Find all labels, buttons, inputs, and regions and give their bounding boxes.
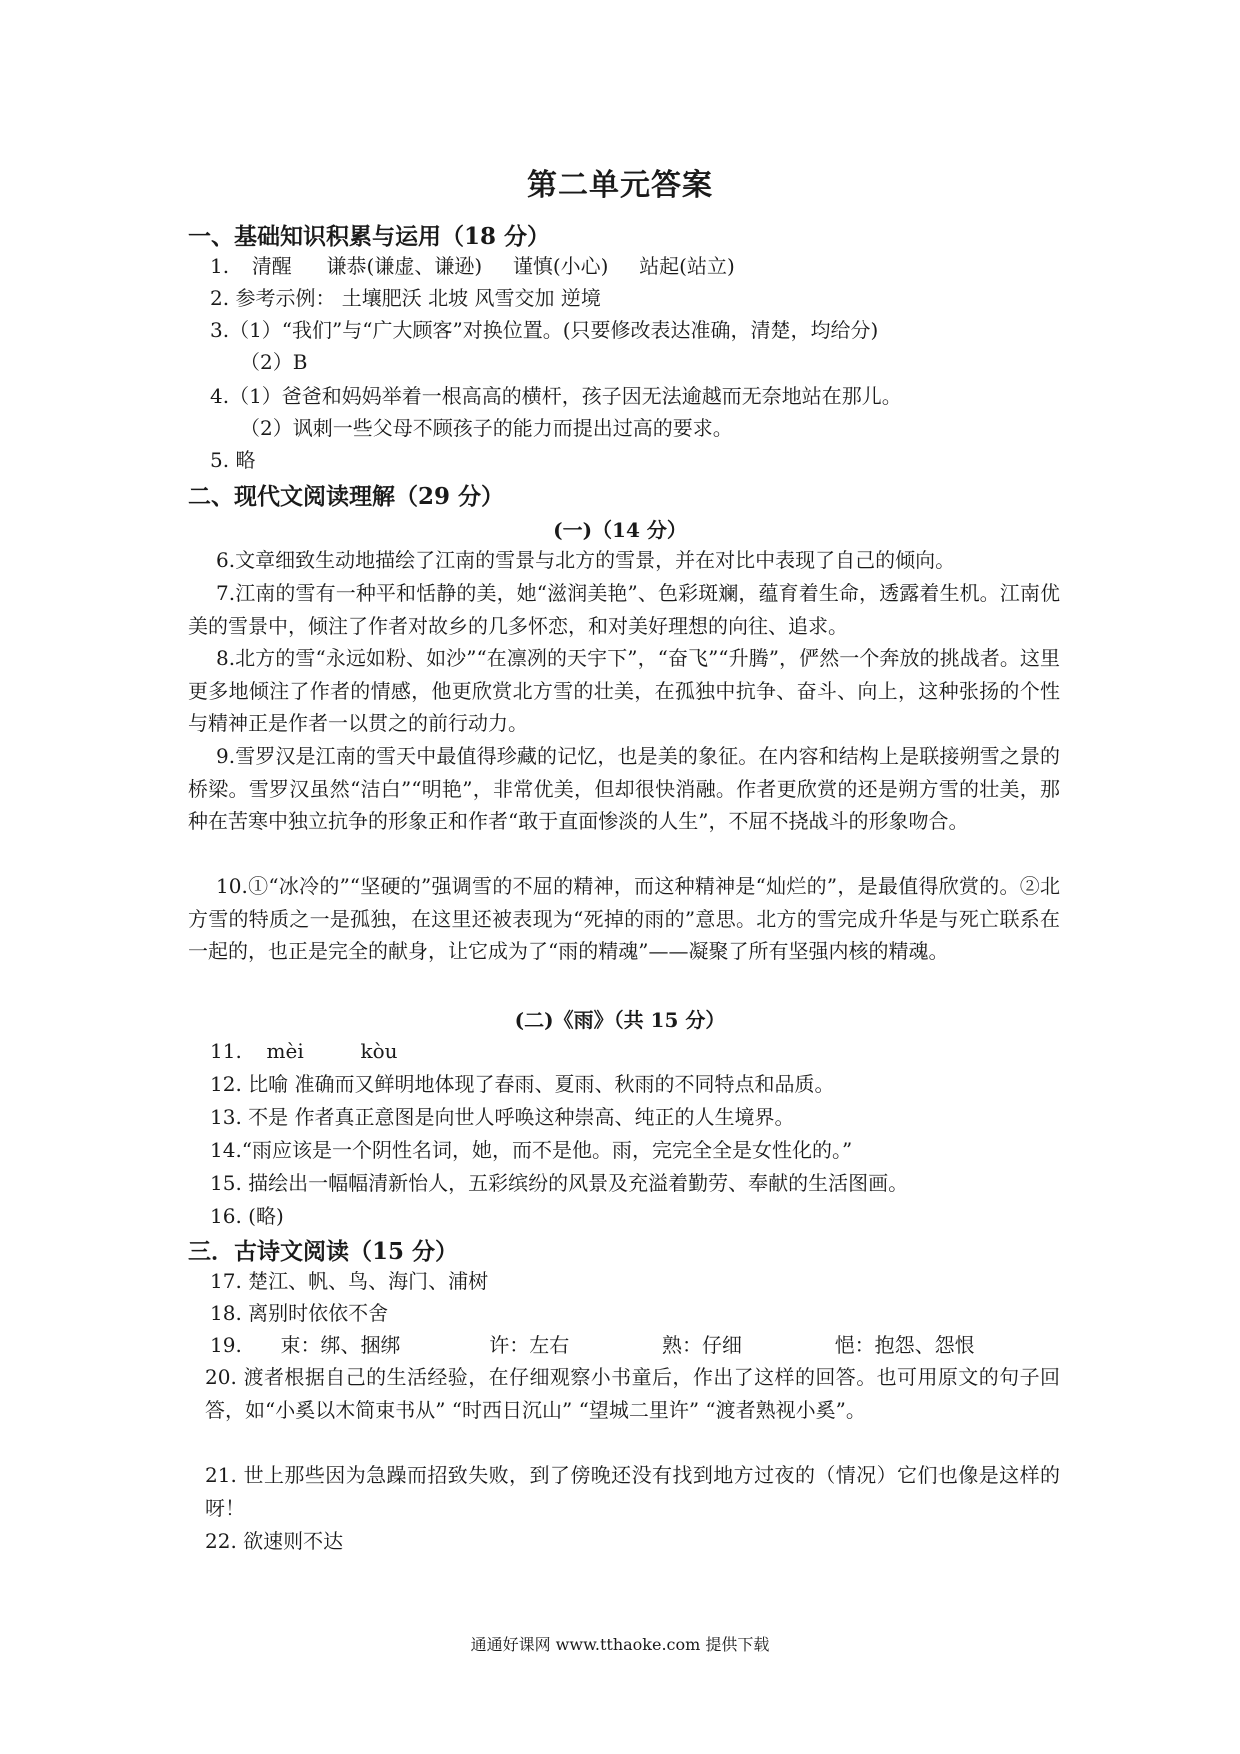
answer-line-19 [210,1329,975,1361]
word-definition: 熟：仔细 [661,1333,742,1357]
answer-paragraph-8: 8.北方的雪“永远如粉、如沙”“在凛冽的天宇下”，“奋飞”“升腾”，俨然一个奔放的挑战者。这里更多地倾注了作者的情感，他更欣赏北方雪的壮美，在孤独中抗争、奋斗、向上，这种张扬的个性与精神正是作者一以贯之的前行动力。 [188,646,1060,735]
answer-line-1 [210,250,735,282]
answer-line-17: 17. 楚江、帆、鸟、海门、浦树 [210,1269,489,1293]
answer-line-2: 2. 参考示例： 土壤肥沃 北坡 风雪交加 逆境 [210,286,601,310]
answer-line-13: 13. 不是 作者真正意图是向世人呼唤这种崇高、纯正的人生境界。 [210,1105,795,1129]
answer-line-15: 15. 描绘出一幅幅清新怡人，五彩缤纷的风景及充溢着勤劳、奉献的生活图画。 [210,1171,909,1195]
answer-line-12: 12. 比喻 准确而又鲜明地体现了春雨、夏雨、秋雨的不同特点和品质。 [210,1072,835,1096]
answer-line-3-2: （2）B [240,350,308,374]
section-heading-classical-reading: 三．古诗文阅读（15 分） [188,1238,459,1265]
answer-number: 19. [210,1333,242,1357]
answer-item: 谦恭(谦虚、谦逊) [326,254,483,278]
answer-paragraph-21: 21. 世上那些因为急躁而招致失败，到了傍晚还没有找到地方过夜的（情况）它们也像是这样的呀！ [205,1463,1060,1520]
answer-paragraph-7: 7.江南的雪有一种平和恬静的美，她“滋润美艳”、色彩斑斓，蕴育着生命，透露着生机。江南优美的雪景中，倾注了作者对故乡的几多怀恋，和对美好理想的向往、追求。 [188,581,1060,638]
word-definition: 许：左右 [489,1333,570,1357]
answer-line-4-2: （2）讽刺一些父母不顾孩子的能力而提出过高的要求。 [240,416,733,440]
answer-item: 清醒 [251,254,292,278]
word-definition: 束：绑、捆绑 [280,1333,401,1357]
answer-line-22: 22. 欲速则不达 [205,1529,344,1553]
answer-paragraph-6: 6.文章细致生动地描绘了江南的雪景与北方的雪景，并在对比中表现了自己的倾向。 [216,548,956,572]
answer-line-11 [210,1035,398,1067]
subsection-heading-part-1: (一)（14 分） [553,518,687,542]
answer-item: 站起(站立) [639,254,735,278]
pinyin-answer: kòu [360,1039,398,1063]
answer-item: 谨慎(小心) [512,254,609,278]
answer-line-5: 5. 略 [210,448,256,472]
answer-line-18: 18. 离别时依依不舍 [210,1301,389,1325]
page-title: 第二单元答案 [527,168,713,203]
section-heading-modern-reading: 二、现代文阅读理解（29 分） [188,483,505,510]
answer-number: 11. [210,1039,242,1063]
subsection-heading-part-2: (二)《雨》（共 15 分） [514,1008,726,1032]
answer-line-3-1: 3.（1）“我们”与“广大顾客”对换位置。(只要修改表达准确，清楚，均给分) [210,318,879,342]
answer-paragraph-10: 10.①“冰冷的”“坚硬的”强调雪的不屈的精神，而这种精神是“灿烂的”，是最值得欣赏的。②北方雪的特质之一是孤独，在这里还被表现为“死掉的雨的”意思。北方的雪完成升华是与死亡联系在一起的，也正是完全的献身，让它成为了“雨的精魂”——凝聚了所有坚强内核的精魂。 [188,874,1060,963]
answer-paragraph-20: 20. 渡者根据自己的生活经验，在仔细观察小书童后，作出了这样的回答。也可用原文的句子回答，如“小奚以木简束书从” “时西日沉山” “望城二里许” “渡者熟视小奚”。 [205,1365,1060,1422]
answer-line-4-1: 4.（1）爸爸和妈妈举着一根高高的横杆，孩子因无法逾越而无奈地站在那儿。 [210,384,902,408]
pinyin-answer: mèi [266,1039,304,1063]
answer-paragraph-9: 9.雪罗汉是江南的雪天中最值得珍藏的记忆，也是美的象征。在内容和结构上是联接朔雪之景的桥梁。雪罗汉虽然“洁白”“明艳”，非常优美，但却很快消融。作者更欣赏的还是朔方雪的壮美，那种在苦寒中独立抗争的形象正和作者“敢于直面惨淡的人生”，不屈不挠战斗的形象吻合。 [188,744,1060,833]
answer-number: 1. [210,254,230,278]
answer-line-16: 16. (略) [210,1204,284,1228]
answer-line-14: 14.“雨应该是一个阴性名词，她，而不是他。雨，完完全全是女性化的。” [210,1138,853,1162]
section-heading-basic-knowledge: 一、基础知识积累与运用（18 分） [188,223,551,250]
page-footer: 通通好课网 www.tthaoke.com 提供下载 [470,1635,770,1654]
word-definition: 悒：抱怨、怨恨 [834,1333,975,1357]
